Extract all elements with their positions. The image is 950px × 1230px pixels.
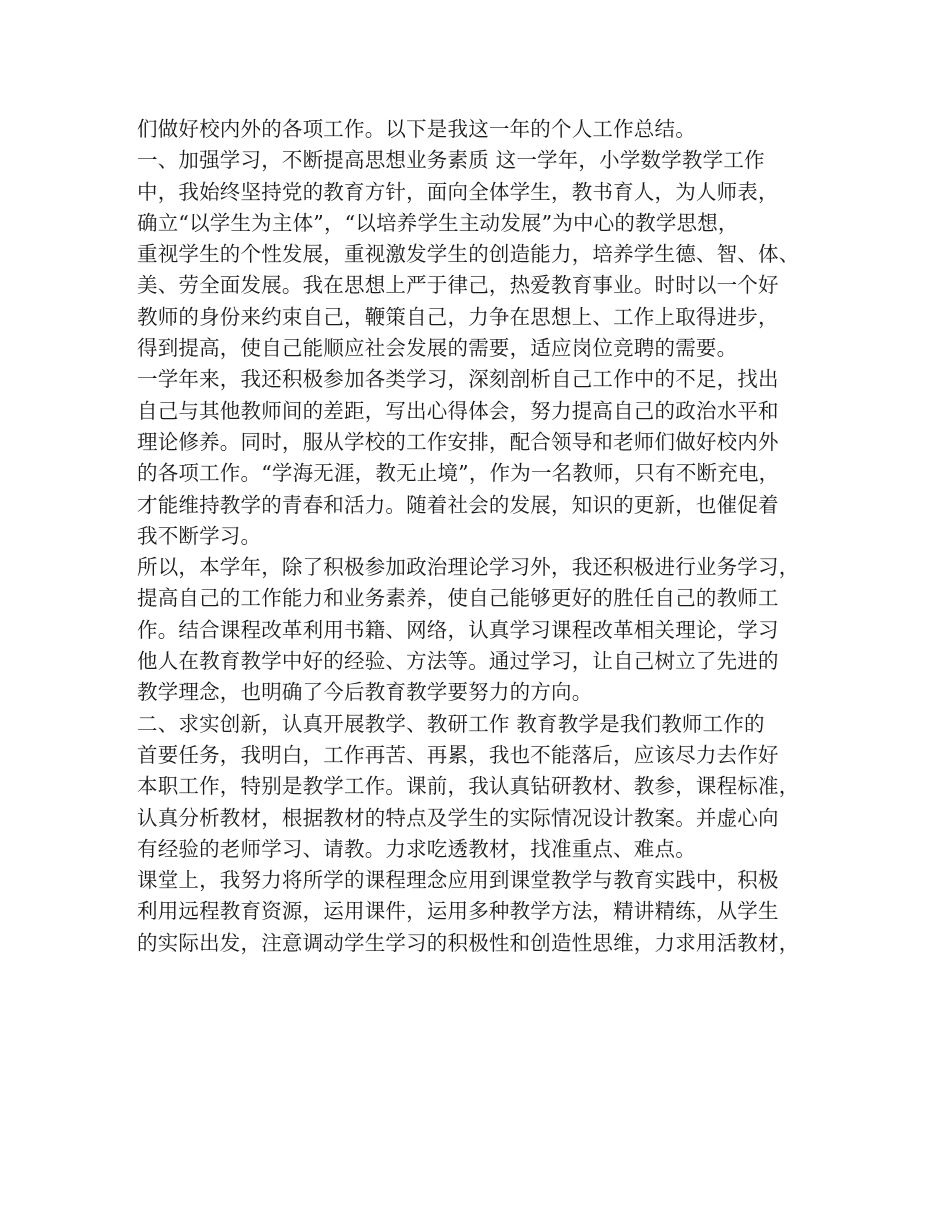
text-line: 才能维持教学的青春和活力。随着社会的发展，知识的更新，也催促着	[137, 492, 779, 517]
text-line: 所以，本学年，除了积极参加政治理论学习外，我还积极进行业务学习，	[137, 555, 800, 580]
text-line: 课堂上，我努力将所学的课程理念应用到课堂教学与教育实践中，积极	[137, 868, 779, 893]
text-line: 我不断学习。	[137, 523, 262, 548]
text-line: 的实际出发，注意调动学生学习的积极性和创造性思维，力求用活教材，	[137, 930, 800, 955]
text-line: 教学理念，也明确了今后教育教学要努力的方向。	[137, 680, 593, 705]
text-line: 本职工作，特别是教学工作。课前，我认真钻研教材、教参，课程标准，	[137, 774, 800, 799]
text-line: 的各项工作。“学海无涯，教无止境”，作为一名教师，只有不断充电，	[137, 461, 780, 486]
text-line: 有经验的老师学习、请教。力求吃透教材，找准重点、难点。	[137, 836, 696, 861]
text-line: 中，我始终坚持党的教育方针，面向全体学生，教书育人，为人师表，	[137, 179, 779, 204]
text-line: 理论修养。同时，服从学校的工作安排，配合领导和老师们做好校内外	[137, 429, 779, 454]
text-line: 一、加强学习，不断提高思想业务素质 这一学年，小学数学教学工作	[137, 148, 765, 173]
text-line: 作。结合课程改革利用书籍、网络，认真学习课程改革相关理论，学习	[137, 617, 779, 642]
text-line: 一学年来，我还积极参加各类学习，深刻剖析自己工作中的不足，找出	[137, 367, 779, 392]
text-line: 利用远程教育资源，运用课件，运用多种教学方法，精讲精练，从学生	[137, 899, 779, 924]
text-line: 自己与其他教师间的差距，写出心得体会，努力提高自己的政治水平和	[137, 398, 779, 423]
text-line: 得到提高，使自己能顺应社会发展的需要，适应岗位竞聘的需要。	[137, 336, 738, 361]
text-line: 重视学生的个性发展，重视激发学生的创造能力，培养学生德、智、体、	[137, 242, 800, 267]
text-line: 确立“以学生为主体”，“以培养学生主动发展”为中心的教学思想，	[137, 210, 739, 235]
text-line: 认真分析教材，根据教材的特点及学生的实际情况设计教案。并虚心向	[137, 805, 779, 830]
text-line: 们做好校内外的各项工作。以下是我这一年的个人工作总结。	[137, 117, 696, 141]
body-text	[137, 114, 827, 959]
text-line: 美、劳全面发展。我在思想上严于律己，热爱教育事业。时时以一个好	[137, 273, 779, 298]
text-line: 他人在教育教学中好的经验、方法等。通过学习，让自己树立了先进的	[137, 649, 779, 674]
text-line: 提高自己的工作能力和业务素养，使自己能够更好的胜任自己的教师工	[137, 586, 779, 611]
text-line: 首要任务，我明白，工作再苦、再累，我也不能落后，应该尽力去作好	[137, 742, 779, 767]
text-line: 二、求实创新，认真开展教学、教研工作 教育教学是我们教师工作的	[137, 711, 765, 736]
text-line: 教师的身份来约束自己，鞭策自己，力争在思想上、工作上取得进步，	[137, 304, 779, 329]
